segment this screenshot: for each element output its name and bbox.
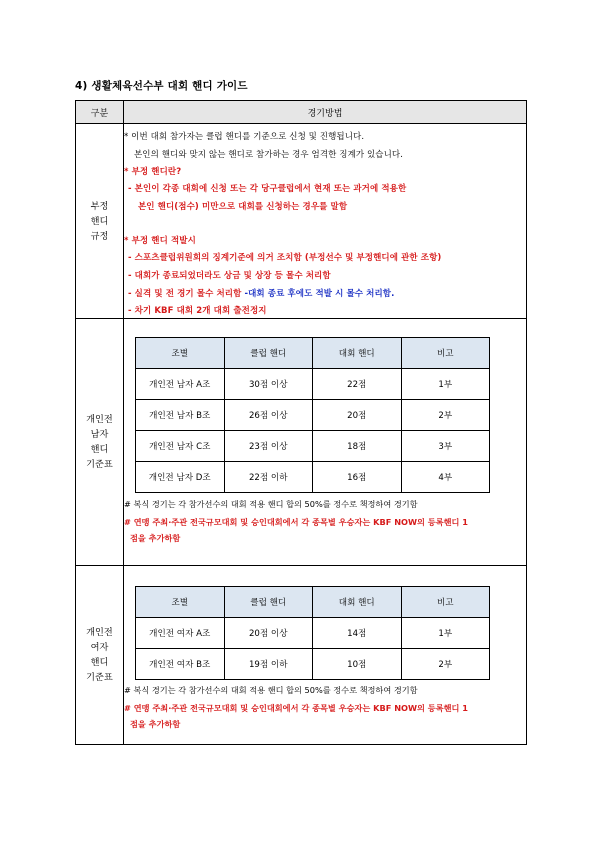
women-col-note: 비고	[401, 587, 490, 618]
rules-intro-2: 본인의 핸디와 맞지 않는 핸디로 참가하는 경우 엄격한 징계가 있습니다.	[134, 150, 404, 160]
men-label-line: 기준표	[86, 459, 113, 470]
men-cell-note: 2부	[401, 400, 490, 431]
men-col-note: 비고	[401, 338, 490, 369]
header-row	[76, 101, 527, 124]
rules-definition-title: * 부정 핸디란?	[124, 167, 182, 177]
women-cell-note: 1부	[401, 618, 490, 649]
men-cell-club: 22점 이하	[224, 462, 313, 493]
women-cell-club: 20점 이상	[224, 618, 313, 649]
rules-discipline-3	[128, 287, 394, 299]
header-category: 구분	[76, 101, 124, 124]
men-cell-group: 개인전 남자 B조	[136, 400, 225, 431]
men-cell-tournament: 20점	[313, 400, 402, 431]
women-label-line: 핸디	[90, 657, 109, 668]
women-cell-tournament: 10점	[313, 649, 402, 680]
men-cell-note: 4부	[401, 462, 490, 493]
men-label	[76, 319, 124, 566]
rules-row	[76, 124, 527, 319]
men-col-tournament: 대회 핸디	[313, 338, 402, 369]
men-label-line: 핸디	[90, 444, 109, 455]
rules-label	[76, 124, 124, 319]
men-handicap-table	[135, 337, 490, 493]
section-title: 4) 생활체육선수부 대회 핸디 가이드	[75, 80, 248, 92]
men-cell-club: 30점 이상	[224, 369, 313, 400]
table-row	[136, 431, 490, 462]
rules-intro-1: * 이번 대회 참가자는 클럽 핸디를 기준으로 신청 및 진행됩니다.	[124, 132, 365, 142]
rules-discipline-3-blue: -대회 종료 후에도 적발 시 몰수 처리함.	[241, 289, 395, 299]
men-cell-group: 개인전 남자 D조	[136, 462, 225, 493]
men-cell-group: 개인전 남자 C조	[136, 431, 225, 462]
men-cell-tournament: 16점	[313, 462, 402, 493]
men-note-doubles: # 복식 경기는 각 참가선수의 대회 적용 핸디 합의 50%를 정수로 책정하여 경기함	[124, 499, 418, 509]
women-label-line: 개인전	[86, 627, 113, 638]
rules-content	[124, 124, 527, 319]
table-row	[136, 462, 490, 493]
men-cell-group: 개인전 남자 A조	[136, 369, 225, 400]
rules-discipline-2: - 대회가 종료되었더라도 상금 및 상장 등 몰수 처리함	[128, 271, 331, 281]
women-table-header	[136, 587, 490, 618]
rules-label-line: 규정	[90, 230, 109, 242]
men-row	[76, 319, 527, 566]
women-note-winner: # 연맹 주최·주관 전국규모대회 및 승인대회에서 각 종목별 우승자는 KBF NOW의 등록핸디 1	[124, 703, 468, 713]
women-note-doubles: # 복식 경기는 각 참가선수의 대회 적용 핸디 합의 50%를 정수로 책정하여 경기함	[124, 685, 418, 695]
men-cell-tournament: 18점	[313, 431, 402, 462]
men-cell-note: 1부	[401, 369, 490, 400]
men-cell-tournament: 22점	[313, 369, 402, 400]
women-cell-club: 19점 이하	[224, 649, 313, 680]
women-cell-tournament: 14점	[313, 618, 402, 649]
women-row	[76, 566, 527, 745]
men-content	[124, 319, 527, 566]
rules-label-line: 부정	[90, 200, 109, 212]
women-cell-note: 2부	[401, 649, 490, 680]
women-handicap-table	[135, 586, 490, 680]
women-col-group: 조별	[136, 587, 225, 618]
men-label-line: 남자	[90, 429, 109, 440]
men-cell-club: 26점 이상	[224, 400, 313, 431]
women-note-winner-cont: 점을 추가하함	[130, 719, 181, 729]
women-label-line: 기준표	[86, 672, 113, 683]
men-note-winner-cont: 점을 추가하함	[130, 533, 181, 543]
rules-definition-1: - 본인이 각종 대회에 신청 또는 각 당구클럽에서 현재 또는 과거에 적용한	[128, 184, 407, 194]
women-label	[76, 566, 124, 745]
women-cell-group: 개인전 여자 A조	[136, 618, 225, 649]
men-note-winner: # 연맹 주최·주관 전국규모대회 및 승인대회에서 각 종목별 우승자는 KBF NOW의 등록핸디 1	[124, 517, 468, 527]
men-col-group: 조별	[136, 338, 225, 369]
rules-discipline-3-red: - 실격 및 전 경기 몰수 처리함	[128, 289, 242, 299]
handicap-guide-table	[75, 100, 527, 745]
rules-discipline-title: * 부정 핸디 적발시	[124, 236, 196, 246]
men-cell-club: 23점 이상	[224, 431, 313, 462]
table-row	[136, 618, 490, 649]
women-content	[124, 566, 527, 745]
men-label-line: 개인전	[86, 414, 113, 425]
men-col-club: 클럽 핸디	[224, 338, 313, 369]
table-row	[136, 369, 490, 400]
men-table-header	[136, 338, 490, 369]
women-col-tournament: 대회 핸디	[313, 587, 402, 618]
men-cell-note: 3부	[401, 431, 490, 462]
women-cell-group: 개인전 여자 B조	[136, 649, 225, 680]
header-method: 경기방법	[124, 101, 527, 124]
rules-label-line: 핸디	[90, 215, 109, 227]
rules-discipline-1: - 스포츠클럽위원회의 징계기준에 의거 조치함 (부정선수 및 부정핸디에 관한 조항)	[128, 253, 442, 263]
women-label-line: 여자	[90, 642, 109, 653]
table-row	[136, 400, 490, 431]
table-row	[136, 649, 490, 680]
rules-definition-2: 본인 핸디(점수) 미만으로 대회를 신청하는 경우를 말함	[138, 202, 348, 212]
rules-discipline-4: - 차기 KBF 대회 2개 대회 출전정지	[128, 306, 267, 316]
women-col-club: 클럽 핸디	[224, 587, 313, 618]
